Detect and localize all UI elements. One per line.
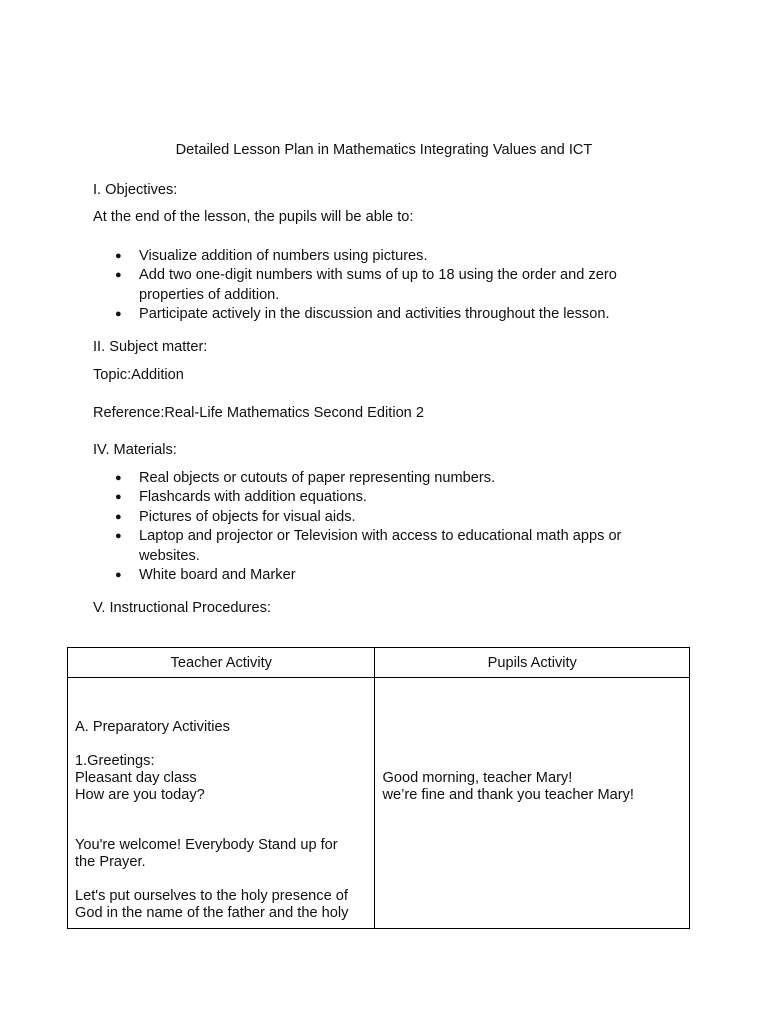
table-row xyxy=(68,678,690,929)
list-item: ● Participate actively in the discussion and activities throughout the lesson. xyxy=(93,305,673,324)
document-title: Detailed Lesson Plan in Mathematics Integrating Values and ICT xyxy=(175,142,593,158)
teacher-line: Let's put ourselves to the holy presence of xyxy=(75,888,348,904)
teacher-line: A. Preparatory Activities xyxy=(75,719,230,735)
teacher-line: God in the name of the father and the holy xyxy=(75,905,349,921)
list-item: ● Pictures of objects for visual aids. xyxy=(93,508,673,527)
pupil-line: Good morning, teacher Mary! xyxy=(382,770,573,786)
list-item: ● Flashcards with addition equations. xyxy=(93,488,673,507)
teacher-line: Pleasant day class xyxy=(75,770,197,786)
list-item: ● Add two one-digit numbers with sums of up to 18 using the order and zero properties of addition. xyxy=(93,266,673,305)
teacher-line: You're welcome! Everybody Stand up for xyxy=(75,837,338,853)
pupils-activity-cell xyxy=(375,678,690,929)
pupil-line: we’re fine and thank you teacher Mary! xyxy=(382,787,634,803)
subject-reference: Reference:Real-Life Mathematics Second Edition 2 xyxy=(93,405,424,421)
materials-list xyxy=(93,469,673,585)
list-item: ● Laptop and projector or Television with access to educational math apps or websites. xyxy=(93,527,673,566)
teacher-activity-cell xyxy=(68,678,375,929)
objectives-list xyxy=(93,247,673,325)
list-item: ● Visualize addition of numbers using pictures. xyxy=(93,247,673,266)
table-header-row xyxy=(68,648,690,678)
materials-heading: IV. Materials: xyxy=(93,442,177,458)
list-item: ● Real objects or cutouts of paper representing numbers. xyxy=(93,469,673,488)
objectives-intro: At the end of the lesson, the pupils will be able to: xyxy=(93,209,414,225)
teacher-line: 1.Greetings: xyxy=(75,753,155,769)
procedures-heading: V. Instructional Procedures: xyxy=(93,600,271,616)
teacher-activity-header: Teacher Activity xyxy=(68,648,375,678)
subject-matter-heading: II. Subject matter: xyxy=(93,339,208,355)
list-item: ● White board and Marker xyxy=(93,566,673,585)
procedures-table xyxy=(67,647,690,929)
teacher-line: How are you today? xyxy=(75,787,205,803)
teacher-line: the Prayer. xyxy=(75,854,146,870)
subject-topic: Topic:Addition xyxy=(93,367,184,383)
objectives-heading: I. Objectives: xyxy=(93,182,178,198)
pupils-activity-header: Pupils Activity xyxy=(375,648,690,678)
